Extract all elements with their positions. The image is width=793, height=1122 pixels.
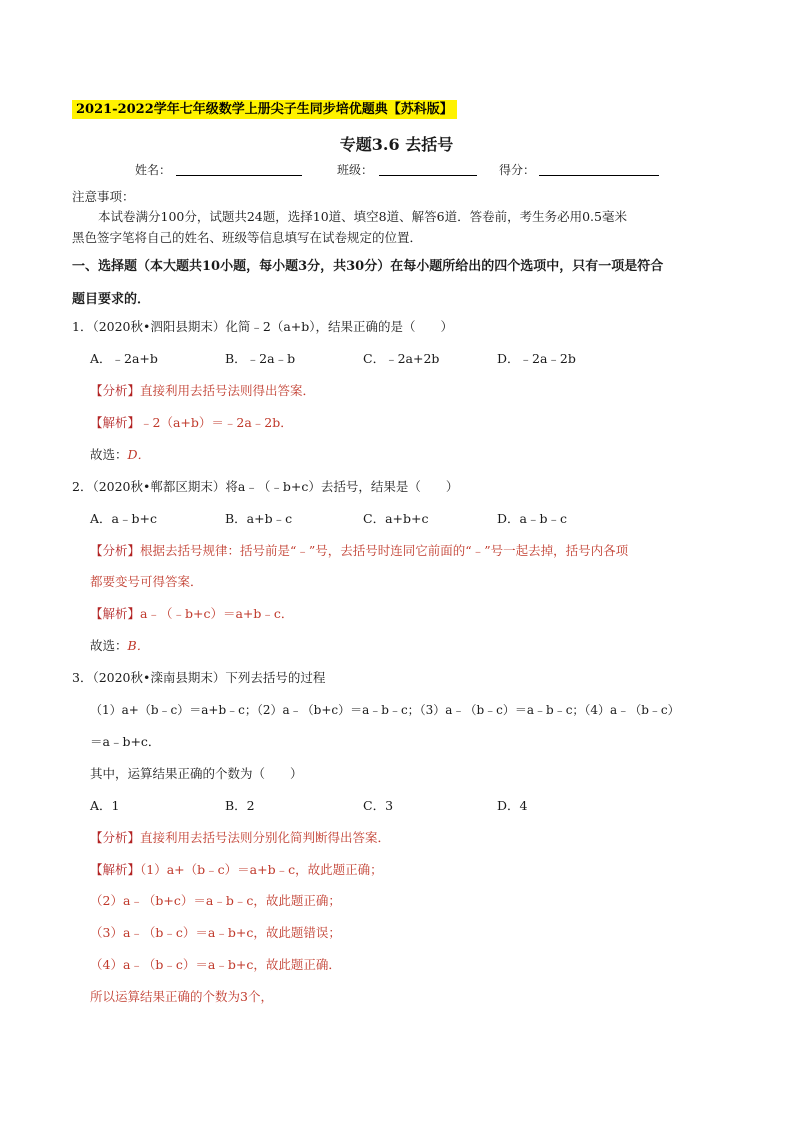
section-heading-line-1: 一、选择题（本大题共10小题，每小题3分，共30分）在每小题所给出的四个选项中，只有一项是符合: [72, 259, 664, 274]
q3-option-b[interactable]: B．2: [225, 798, 255, 813]
notice-heading: 注意事项：: [72, 189, 135, 204]
name-label: 姓名：: [135, 163, 172, 177]
q3-analysis-text: 直接利用去括号法则分别化简判断得出答案．: [140, 830, 391, 845]
q1-solution: [90, 414, 293, 432]
q3-option-a[interactable]: A．1: [90, 798, 120, 813]
q3-solution-tag: 【解析】: [90, 862, 141, 877]
section-heading-line-2: 题目要求的．: [72, 292, 151, 307]
q2-option-b[interactable]: B．a+b﹣c: [225, 511, 293, 526]
q2-analysis-tag: 【分析】: [90, 543, 141, 558]
q2-analysis-text-2: 都要变号可得答案．: [90, 574, 203, 589]
q2-solution-text: a﹣（﹣b+c）＝a+b﹣c．: [140, 606, 294, 621]
q3-solution-text-2: （2）a﹣（b+c）＝a﹣b﹣c，故此题正确；: [90, 893, 341, 908]
q1-solution-text: ﹣2（a+b）＝﹣2a﹣2b．: [140, 415, 293, 430]
q3-solution-1: [90, 861, 383, 879]
q2-analysis: [90, 542, 628, 560]
q3-option-d[interactable]: D．4: [497, 798, 528, 813]
q3-conclusion: 所以运算结果正确的个数为3个，: [90, 989, 273, 1004]
q1-option-c[interactable]: C．﹣2a+2b: [363, 351, 440, 366]
q1-answer: [90, 446, 150, 464]
q1-analysis-tag: 【分析】: [90, 383, 141, 398]
q1-stem: 1．（2020秋•泗阳县期末）化简﹣2（a+b），结果正确的是（ ）: [72, 319, 454, 334]
q2-solution-tag: 【解析】: [90, 606, 141, 621]
class-label: 班级：: [337, 163, 374, 177]
q3-body-2: ＝a﹣b+c．: [90, 734, 161, 749]
q1-answer-value: D．: [127, 447, 151, 462]
q3-analysis: [90, 829, 390, 847]
q3-solution-text-1: （1）a+（b﹣c）＝a+b﹣c，故此题正确；: [140, 862, 383, 877]
q1-option-d[interactable]: D．﹣2a﹣2b: [497, 351, 576, 366]
q3-question: 其中，运算结果正确的个数为（ ）: [90, 766, 303, 781]
q2-stem: 2．（2020秋•郸都区期末）将a﹣（﹣b+c）去括号，结果是（ ）: [72, 479, 459, 494]
q2-option-a[interactable]: A．a﹣b+c: [90, 511, 157, 526]
q2-analysis-text-1: 根据去括号规律：括号前是“﹣”号，去括号时连同它前面的“﹣”号一起去掉，括号内各项: [140, 543, 629, 558]
score-label: 得分：: [499, 163, 536, 177]
q1-answer-label: 故选：: [90, 447, 128, 462]
q3-body-1: （1）a+（b﹣c）＝a+b﹣c；（2）a﹣（b+c）＝a﹣b﹣c；（3）a﹣（b﹣c）＝a﹣b﹣c；（4）a﹣（b﹣c）: [90, 703, 680, 717]
q3-stem: 3．（2020秋•滦南县期末）下列去括号的过程: [72, 670, 326, 685]
q2-option-c[interactable]: C．a+b+c: [363, 511, 429, 526]
q1-option-a[interactable]: A．﹣2a+b: [90, 351, 158, 366]
page-title: 专题3.6 去括号: [339, 135, 454, 154]
q2-answer-value: B．: [127, 638, 150, 653]
q2-answer: [90, 637, 149, 655]
header-banner: 2021-2022学年七年级数学上册尖子生同步培优题典【苏科版】: [72, 100, 457, 119]
q2-solution: [90, 605, 293, 623]
q3-option-c[interactable]: C．3: [363, 798, 394, 813]
name-blank[interactable]: [176, 175, 302, 176]
q1-solution-tag: 【解析】: [90, 415, 141, 430]
q3-solution-text-3: （3）a﹣（b﹣c）＝a﹣b+c，故此题错误；: [90, 925, 341, 940]
score-blank[interactable]: [539, 175, 659, 176]
q1-analysis-text: 直接利用去括号法则得出答案．: [140, 383, 316, 398]
q1-option-b[interactable]: B．﹣2a﹣b: [225, 351, 296, 366]
class-blank[interactable]: [379, 175, 477, 176]
notice-line-2: 黑色签字笔将自己的姓名、班级等信息填写在试卷规定的位置．: [72, 230, 423, 245]
q2-option-d[interactable]: D．a﹣b﹣c: [497, 511, 567, 526]
q3-analysis-tag: 【分析】: [90, 830, 141, 845]
q3-solution-text-4: （4）a﹣（b﹣c）＝a﹣b+c，故此题正确．: [90, 957, 341, 972]
q1-analysis: [90, 382, 315, 400]
notice-line-1: 本试卷满分100分，试题共24题，选择10道、填空8道、解答6道．答卷前，考生务必用0.5毫米: [98, 209, 627, 224]
q2-answer-label: 故选：: [90, 638, 128, 653]
